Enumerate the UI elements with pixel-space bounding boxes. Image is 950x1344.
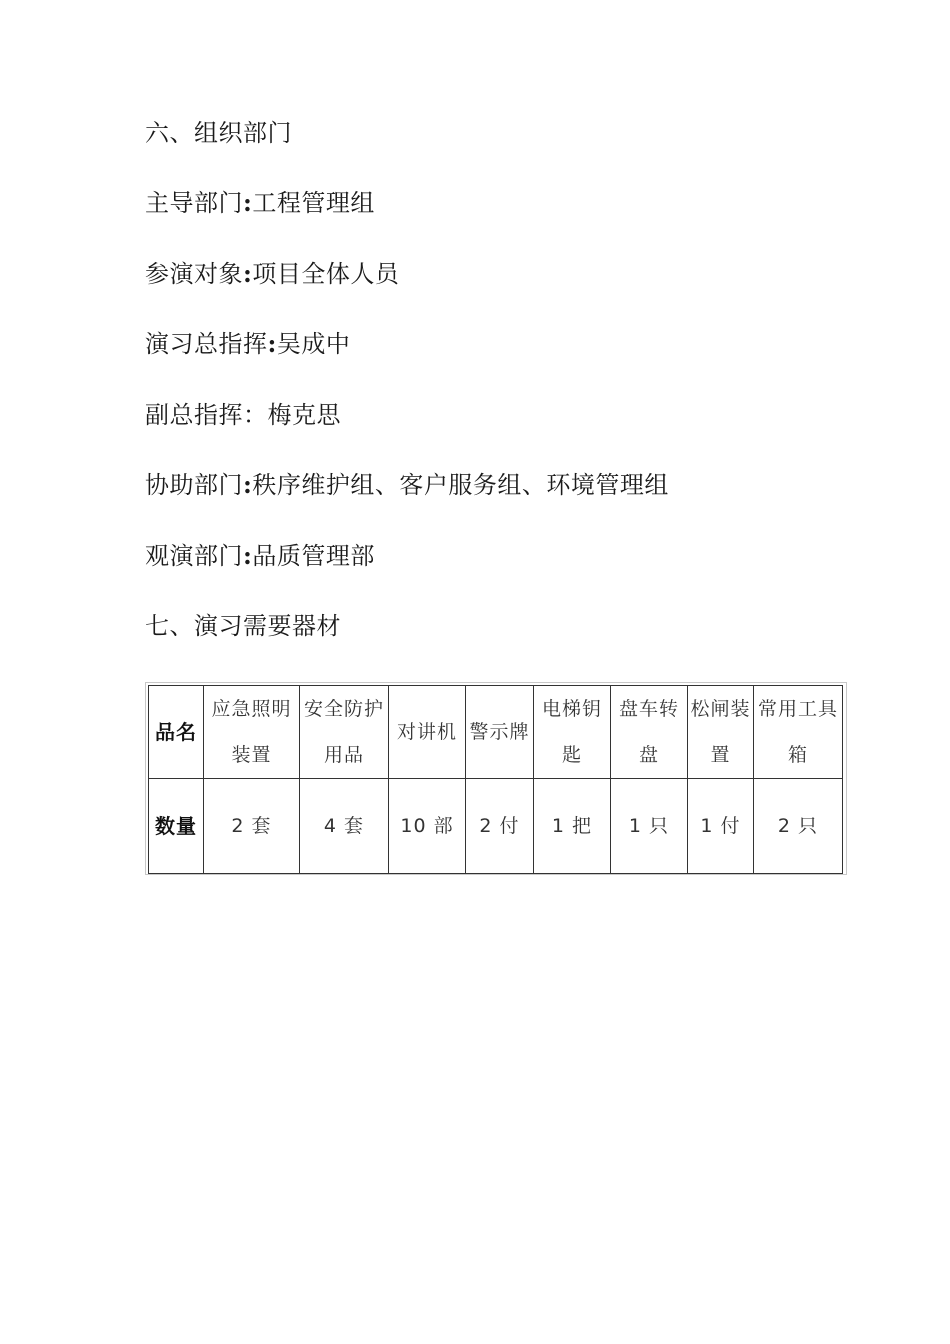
chief-commander-line: [145, 328, 350, 360]
deputy-commander-label: 副总指挥: [145, 401, 243, 429]
quantity-cell: 10 部: [389, 779, 466, 874]
item-name-cell: 盘车转盘: [611, 686, 688, 779]
item-name-cell: 警示牌: [466, 686, 534, 779]
quantity-cell: 1 只: [611, 779, 688, 874]
observer-department-label: 观演部门: [145, 542, 243, 570]
chief-commander-colon: :: [267, 329, 277, 358]
observer-department-value: 品质管理部: [252, 542, 375, 570]
section-6-heading: 六、组织部门: [145, 119, 292, 147]
table-row-item-names: [149, 686, 843, 779]
quantity-cell: 4 套: [300, 779, 389, 874]
quantity-cell: 1 把: [534, 779, 611, 874]
deputy-commander-colon: ：: [243, 401, 268, 429]
chief-commander-label: 演习总指挥: [145, 330, 268, 358]
equipment-table: [148, 685, 843, 874]
item-name-cell: 应急照明装置: [204, 686, 300, 779]
assisting-departments-colon: :: [243, 470, 253, 499]
quantity-cell: 2 付: [466, 779, 534, 874]
section-7-heading: 七、演习需要器材: [145, 612, 341, 640]
item-name-cell: 松闸装置: [688, 686, 754, 779]
item-name-cell: 常用工具箱: [754, 686, 843, 779]
chief-commander-value: 吴成中: [276, 330, 351, 358]
quantity-cell: 2 只: [754, 779, 843, 874]
item-name-cell: 对讲机: [389, 686, 466, 779]
observer-department-colon: :: [243, 541, 253, 570]
observer-department-line: [145, 540, 375, 572]
deputy-commander-line: [145, 399, 341, 431]
deputy-commander-value: 梅克思: [267, 401, 341, 429]
table-row-quantities: [149, 779, 843, 874]
participants-line: [145, 258, 399, 290]
quantity-cell: 1 付: [688, 779, 754, 874]
equipment-table-frame: [145, 682, 847, 875]
row-header-item-name: 品名: [149, 686, 204, 779]
lead-department-value: 工程管理组: [252, 189, 375, 217]
lead-department-label: 主导部门: [145, 189, 243, 217]
assisting-departments-label: 协助部门: [145, 471, 243, 499]
assisting-departments-value: 秩序维护组、客户服务组、环境管理组: [252, 471, 669, 499]
participants-label: 参演对象: [145, 260, 243, 288]
quantity-cell: 2 套: [204, 779, 300, 874]
assisting-departments-line: [145, 469, 669, 501]
row-header-quantity: 数量: [149, 779, 204, 874]
lead-department-line: [145, 187, 375, 219]
item-name-cell: 安全防护用品: [300, 686, 389, 779]
participants-colon: :: [243, 259, 253, 288]
lead-department-colon: :: [243, 188, 253, 217]
participants-value: 项目全体人员: [252, 260, 400, 288]
item-name-cell: 电梯钥匙: [534, 686, 611, 779]
